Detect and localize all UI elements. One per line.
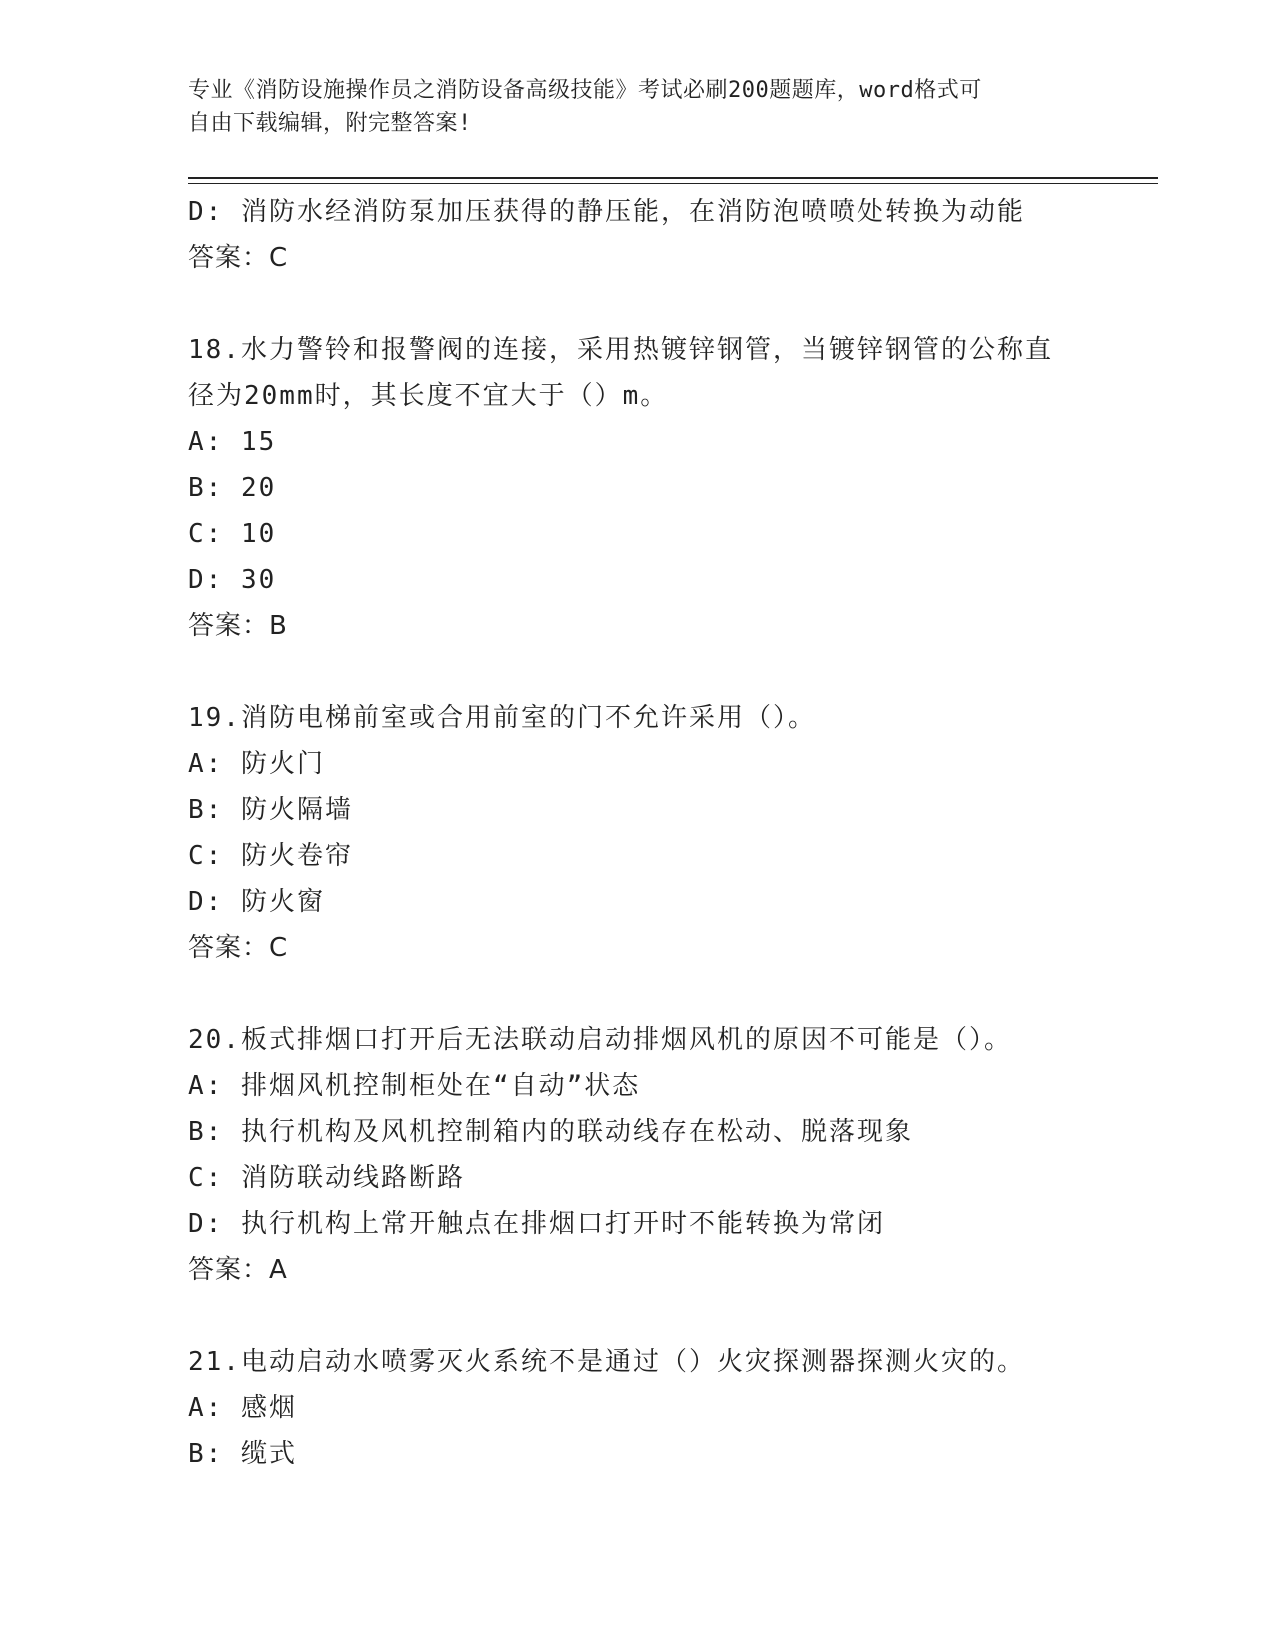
option-d: D: 30	[188, 565, 277, 595]
option-c: C: 消防联动线路断路	[188, 1163, 465, 1193]
option-b: B: 缆式	[188, 1439, 297, 1469]
answer: 答案：A	[188, 1255, 288, 1285]
question-19	[188, 695, 1088, 971]
header-rule-thick	[188, 177, 1158, 179]
spacer	[188, 971, 1088, 1017]
question-17-tail	[188, 189, 1088, 281]
question-stem-continued: 径为20mm时，其长度不宜大于（）m。	[188, 381, 669, 411]
spacer	[188, 281, 1088, 327]
option-a: A: 感烟	[188, 1393, 297, 1423]
option-d: D: 消防水经消防泵加压获得的静压能，在消防泡喷喷处转换为动能	[188, 197, 1025, 227]
question-21	[188, 1339, 1088, 1477]
option-a: A: 15	[188, 427, 277, 457]
spacer	[188, 1293, 1088, 1339]
question-18	[188, 327, 1088, 649]
answer: 答案：C	[188, 933, 289, 963]
question-stem: 19.消防电梯前室或合用前室的门不允许采用（）。	[188, 703, 816, 733]
question-stem: 18.水力警铃和报警阀的连接，采用热镀锌钢管，当镀锌钢管的公称直	[188, 335, 1053, 365]
header-rule-thin	[188, 183, 1158, 184]
option-b: B: 执行机构及风机控制箱内的联动线存在松动、脱落现象	[188, 1117, 913, 1147]
option-b: B: 防火隔墙	[188, 795, 353, 825]
header-line-2: 自由下载编辑，附完整答案!	[188, 111, 472, 136]
option-d: D: 执行机构上常开触点在排烟口打开时不能转换为常闭	[188, 1209, 885, 1239]
spacer	[188, 649, 1088, 695]
question-20	[188, 1017, 1088, 1293]
option-c: C: 防火卷帘	[188, 841, 353, 871]
question-stem: 20.板式排烟口打开后无法联动启动排烟风机的原因不可能是（）。	[188, 1025, 1012, 1055]
document-header	[188, 74, 1068, 140]
option-c: C: 10	[188, 519, 277, 549]
option-d: D: 防火窗	[188, 887, 325, 917]
answer: 答案：C	[188, 243, 289, 273]
question-list	[188, 189, 1088, 1477]
option-b: B: 20	[188, 473, 277, 503]
question-stem: 21.电动启动水喷雾灭火系统不是通过（）火灾探测器探测火灾的。	[188, 1347, 1025, 1377]
header-line-1: 专业《消防设施操作员之消防设备高级技能》考试必刷200题题库，word格式可	[188, 78, 982, 103]
option-a: A: 排烟风机控制柜处在“自动”状态	[188, 1071, 641, 1101]
option-a: A: 防火门	[188, 749, 325, 779]
answer: 答案：B	[188, 611, 288, 641]
